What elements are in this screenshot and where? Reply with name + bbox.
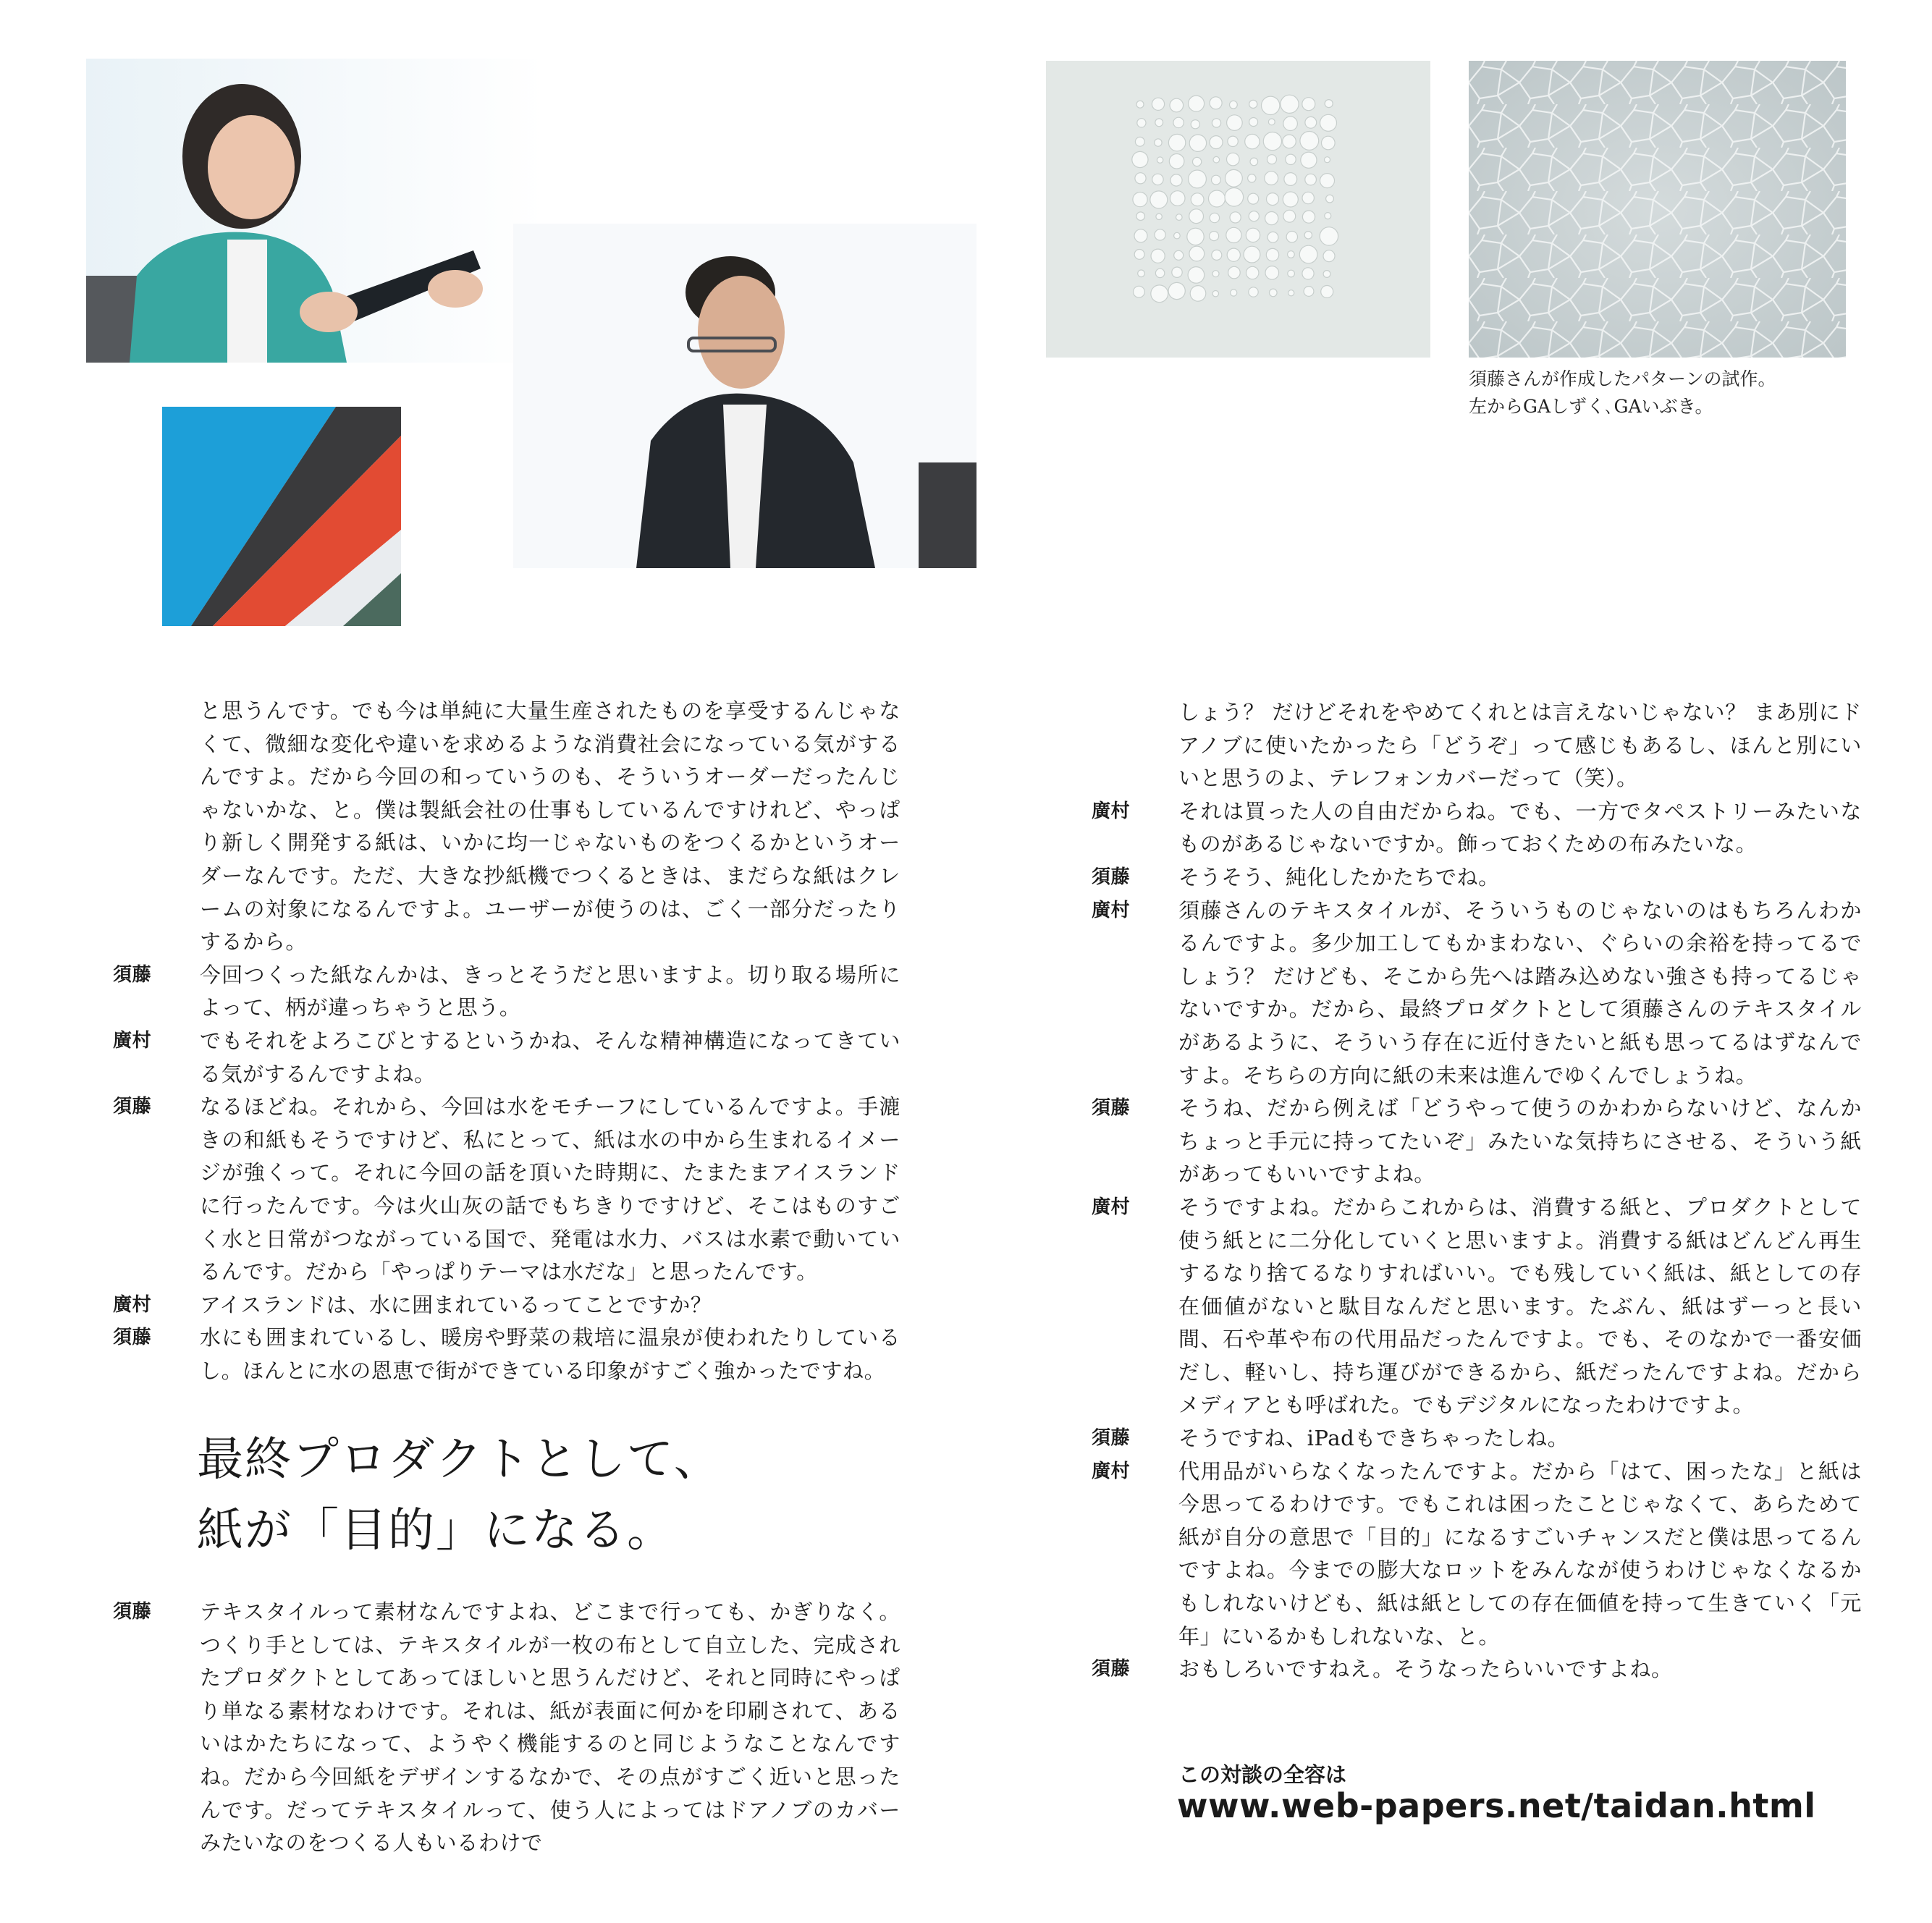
embossed-dot xyxy=(1320,174,1335,188)
dialogue-entry xyxy=(1092,1191,1862,1422)
embossed-dot xyxy=(1249,211,1259,221)
heading-line: 最終プロダクトとして、 xyxy=(197,1433,722,1487)
embossed-dot xyxy=(1138,270,1145,277)
embossed-dot xyxy=(1304,287,1314,297)
embossed-dot xyxy=(1302,192,1314,203)
embossed-dot xyxy=(1157,157,1163,163)
embossed-dot xyxy=(1226,169,1243,187)
dialogue-entry xyxy=(1092,1455,1862,1654)
embossed-dot xyxy=(1320,227,1338,245)
embossed-dot xyxy=(1286,232,1297,242)
embossed-dot xyxy=(1132,151,1148,167)
embossed-dot xyxy=(1250,158,1258,166)
embossed-dot xyxy=(1190,286,1206,302)
embossed-dot xyxy=(1263,132,1281,151)
section-heading xyxy=(197,1424,722,1566)
embossed-dot xyxy=(1304,232,1312,239)
embossed-dot xyxy=(1152,98,1164,110)
embossed-dot xyxy=(1267,193,1279,206)
embossed-dot xyxy=(1176,214,1183,221)
embossed-dot xyxy=(1135,173,1146,184)
dialogue-entry xyxy=(1092,1653,1862,1686)
dialogue-text: しょう？ だけどそれをやめてくれとは言えないじゃない？ まあ別にドアノブに使いたかったら「どうぞ」って感じもあるし、ほんと別にいいと思うのよ、テレフォンカバーだって（笑）。 xyxy=(1178,700,1862,791)
embossed-dot xyxy=(1283,135,1296,148)
embossed-dot xyxy=(1133,193,1147,207)
speaker-name: 須藤 xyxy=(1092,866,1131,888)
caption-line: 左からGAしずく､GAいぶき。 xyxy=(1469,396,1713,417)
embossed-dot xyxy=(1174,232,1181,239)
dialogue-text: それは買った人の自由だからね。でも、一方でタペストリーみたいなものがあるじゃないですか。飾っておくための布みたいな。 xyxy=(1178,798,1862,857)
dialogue-text: 今回つくった紙なんかは、きっとそうだと思いますよ。切り取る場所によって、柄が違っちゃうと思う。 xyxy=(200,962,900,1020)
embossed-dot xyxy=(1136,212,1145,221)
embossed-dot xyxy=(1168,282,1185,299)
embossed-dot xyxy=(1155,119,1163,127)
photo-caption xyxy=(1469,365,1776,420)
dialogue-entry xyxy=(1092,696,1862,795)
embossed-dot xyxy=(1212,119,1220,127)
dialogue-text: そうですね、iPadもできちゃったしね。 xyxy=(1178,1426,1569,1451)
dialogue-entry xyxy=(113,1289,900,1322)
embossed-dot xyxy=(1288,251,1295,258)
embossed-dot xyxy=(1325,157,1330,163)
ga-ibuki-pattern-photo xyxy=(1469,61,1846,358)
embossed-dot xyxy=(1301,152,1317,168)
embossed-dot xyxy=(1323,250,1335,262)
embossed-dot xyxy=(1170,191,1185,206)
embossed-dot xyxy=(1134,229,1147,242)
embossed-dot xyxy=(1230,101,1238,109)
embossed-dot xyxy=(1245,134,1260,148)
embossed-dot xyxy=(1227,115,1243,131)
embossed-dot xyxy=(1320,114,1337,131)
dialogue-entry xyxy=(113,1025,900,1091)
embossed-dot xyxy=(1169,154,1184,169)
embossed-dot xyxy=(1281,95,1299,113)
embossed-dot xyxy=(1286,154,1296,164)
dialogue-text: そうですよね。だからこれからは、消費する紙と、プロダクトとして使う紙とに二分化していくと思いますよ。消費する紙はどんどん再生するなり捨てるなりすればいい。でも残していく紙は、紙としての存在価値がないと駄目なんだと思います。たぶん、紙はずーっと長い間、石や革や布の代用品だったんですよ。でも、そのなかで一番安価だし、軽いし、持ち運びができるから、紙だったんですよね。だからメディアとも呼ばれた。でもデジタルになったわけですよ。 xyxy=(1178,1194,1862,1418)
embossed-dot xyxy=(1283,117,1298,131)
embossed-dot xyxy=(1136,101,1144,108)
embossed-dot xyxy=(1299,245,1317,263)
embossed-dot xyxy=(1228,136,1238,146)
embossed-dot xyxy=(1155,229,1165,240)
embossed-dot xyxy=(1209,190,1226,207)
embossed-dot xyxy=(1212,175,1221,185)
embossed-dot xyxy=(1283,210,1296,222)
embossed-dot xyxy=(1226,227,1241,242)
embossed-dot xyxy=(1265,266,1279,280)
embossed-dot xyxy=(1302,98,1315,111)
embossed-dot xyxy=(1225,188,1244,207)
embossed-dot xyxy=(1210,97,1222,109)
embossed-dot xyxy=(1305,174,1317,185)
embossed-dot xyxy=(1173,117,1184,127)
woman-portrait-photo xyxy=(86,59,544,363)
embossed-dot xyxy=(1212,250,1222,260)
embossed-dot xyxy=(1265,172,1278,185)
dialogue-text: と思うんです。でも今は単純に大量生産されたものを享受するんじゃなくて、微細な変化や違いを求めるような消費社会になっている気がするんですよ。だから今回の和っていうのも、そういうオーダーだったんじゃないかな、と。僕は製紙会社の仕事もしているんですけれど、やっぱり新しく開発する紙は、いかに均一じゃないものをつくるかというオーダーなんです。ただ、大きな抄紙機でつくるときは、まだらな紙はクレームの対象になるんですよ。ユーザーが使うのは、ごく一部分だったりするから。 xyxy=(200,698,900,955)
embossed-dot xyxy=(1267,155,1277,164)
cta-url-link[interactable]: www.web-papers.net/taidan.html xyxy=(1177,1786,1816,1825)
dialogue-entry xyxy=(1092,895,1862,1093)
embossed-dot xyxy=(1231,289,1237,296)
embossed-dot xyxy=(1170,98,1184,112)
embossed-dot xyxy=(1244,246,1260,263)
embossed-dot xyxy=(1151,249,1165,263)
embossed-dot xyxy=(1246,266,1259,279)
embossed-dot xyxy=(1151,285,1168,303)
speaker-name: 須藤 xyxy=(113,963,152,986)
dialogue-entry xyxy=(1092,795,1862,861)
embossed-dot xyxy=(1249,287,1258,297)
embossed-dot xyxy=(1288,290,1294,296)
embossed-dot xyxy=(1210,136,1223,149)
embossed-dot xyxy=(1189,209,1204,224)
speaker-name: 廣村 xyxy=(1092,1196,1131,1218)
dialogue-entry xyxy=(113,695,900,959)
dialogue-text: 水にも囲まれているし、暖房や野菜の栽培に温泉が使われたりしているし。ほんとに水の恩恵で街ができている印象がすごく強かったですね。 xyxy=(200,1325,900,1383)
ga-shizuku-pattern-photo xyxy=(1046,61,1430,358)
dialogue-entry xyxy=(1092,1092,1862,1191)
embossed-dot xyxy=(1321,286,1333,298)
embossed-dot xyxy=(1174,250,1184,260)
embossed-dot xyxy=(1155,139,1162,146)
embossed-dot xyxy=(1302,211,1315,223)
speaker-name: 廣村 xyxy=(1092,899,1131,921)
embossed-dot xyxy=(1210,213,1219,222)
embossed-dot xyxy=(1189,96,1205,111)
embossed-dot xyxy=(1283,192,1298,207)
embossed-dot xyxy=(1228,266,1241,279)
embossed-dot xyxy=(1152,174,1163,185)
embossed-dot xyxy=(1305,117,1317,128)
dialogue-text: テキスタイルって素材なんですよね、どこまで行っても、かぎりなく。つくり手としては、テキスタイルが一枚の布として自立した、完成されたプロダクトとしてあってほしいと思うんだけど、それと同時にやっぱり単なる素材なわけです。それは、紙が表面に何かを印刷されて、あるいはかたちになって、ようやく機能するのと同じようなことなんですね。だから今回紙をデザインするなかで、その点がすごく近いと思ったんです。だってテキスタイルって、使う人によってはドアノブのカバーみたいなのをつくる人もいるわけで xyxy=(200,1599,900,1856)
embossed-dot xyxy=(1267,232,1278,242)
dialogue-text: そうね、だから例えば「どうやって使うのかわからないけど、なんかちょっと手元に持ってたいぞ」みたいな気持ちにさせる、そういう紙があってもいいですよね。 xyxy=(1178,1096,1862,1187)
embossed-dot xyxy=(1212,271,1219,277)
man-portrait-photo xyxy=(513,224,976,568)
dialogue-text: アイスランドは、水に囲まれているってことですか？ xyxy=(200,1292,712,1317)
paper-samples-photo xyxy=(162,407,401,626)
embossed-dot xyxy=(1213,156,1220,163)
embossed-dot xyxy=(1189,170,1207,188)
right-column xyxy=(1092,696,1862,1686)
caption-line: 須藤さんが作成したパターンの試作。 xyxy=(1469,368,1776,389)
embossed-dot xyxy=(1210,232,1219,241)
speaker-name: 廣村 xyxy=(113,1293,152,1316)
dialogue-entry xyxy=(113,1322,900,1387)
speaker-name: 須藤 xyxy=(1092,1097,1131,1120)
embossed-dot xyxy=(1227,153,1240,166)
embossed-dot xyxy=(1302,268,1314,279)
embossed-dot xyxy=(1134,286,1145,297)
speaker-name: 廣村 xyxy=(113,1029,152,1052)
embossed-dot xyxy=(1288,270,1295,277)
dialogue-text: 代用品がいらなくなったんですよ。だから「はて、困ったな」と紙は今思ってるわけです。でもこれは困ったことじゃなくて、あらためて紙が自分の意思で「目的」になるすごいチャンスだと僕は思ってるんですよね。今までの膨大なロットをみんなが使うわけじゃなくなるかもしれないけども、紙は紙としての存在価値を持って生きていく「元年」にいるかもしれないな、と。 xyxy=(1178,1458,1862,1649)
embossed-dot xyxy=(1268,119,1275,125)
speaker-name: 廣村 xyxy=(1092,800,1131,822)
embossed-dot xyxy=(1326,195,1334,203)
embossed-dot xyxy=(1248,193,1259,204)
embossed-dot xyxy=(1266,248,1278,261)
embossed-dot xyxy=(1300,132,1319,151)
embossed-dot xyxy=(1325,100,1333,108)
embossed-dot xyxy=(1262,96,1280,114)
dialogue-entry xyxy=(113,1596,900,1860)
embossed-dot xyxy=(1155,269,1164,277)
embossed-dot xyxy=(1193,157,1202,166)
speaker-name: 須藤 xyxy=(1092,1658,1131,1681)
embossed-dot xyxy=(1187,228,1204,245)
embossed-dot xyxy=(1170,174,1182,186)
embossed-dot xyxy=(1284,173,1297,186)
dialogue-text: なるほどね。それから、今回は水をモチーフにしているんですよ。手漉きの和紙もそうですけど、私にとって、紙は水の中から生まれるイメージが強くって。それに今回の話を頂いた時期に、たまたまアイスランドに行ったんです。今は火山灰の話でもちきりですけど、そこはものすごく水と日常がつながっている国で、発電は水力、バスは水素で動いているんです。だから「やっぱりテーマは水だな」と思ったんです。 xyxy=(200,1094,900,1285)
embossed-dot xyxy=(1172,267,1182,277)
dialogue-entry xyxy=(1092,1422,1862,1455)
dialogue-text: 須藤さんのテキスタイルが、そういうものじゃないのはもちろんわかるんですよ。多少加工してもかまわない、ぐらいの余裕を持ってるでしょう？ だけども、そこから先へは踏み込めない強さも持ってるじゃないですか。だから、最終プロダクトとして須藤さんのテキスタイルがあるように、そういう存在に近付きたいと紙も思ってるはずなんですよ。そちらの方向に紙の未来は進んでゆくんでしょうね。 xyxy=(1178,897,1862,1088)
embossed-dot xyxy=(1188,267,1205,284)
embossed-dot xyxy=(1230,212,1241,223)
speaker-name: 須藤 xyxy=(113,1096,152,1118)
embossed-dot xyxy=(1265,212,1278,225)
embossed-dot xyxy=(1212,291,1218,297)
embossed-dot xyxy=(1248,174,1256,182)
heading-line: 紙が「目的」になる。 xyxy=(197,1504,675,1558)
dialogue-text: おもしろいですねえ。そうなったらいいですよね。 xyxy=(1178,1657,1673,1682)
embossed-dot xyxy=(1134,250,1144,260)
dialogue-entry xyxy=(1092,861,1862,895)
embossed-dot xyxy=(1191,120,1199,129)
embossed-dot xyxy=(1323,271,1330,278)
left-column xyxy=(113,695,900,1387)
embossed-dot xyxy=(1156,214,1162,219)
embossed-dot xyxy=(1227,248,1240,261)
embossed-dot xyxy=(1270,289,1278,297)
embossed-dot xyxy=(1249,100,1257,108)
dialogue-entry xyxy=(113,959,900,1025)
embossed-dot xyxy=(1246,228,1260,242)
dialogue-text: そうそう、純化したかたちでね。 xyxy=(1178,864,1500,889)
embossed-dot xyxy=(1249,118,1258,127)
embossed-dot xyxy=(1150,191,1168,208)
dialogue-text: でもそれをよろこびとするというかね、そんな精神構造になってきている気がするんですよね。 xyxy=(200,1028,900,1086)
speaker-name: 須藤 xyxy=(113,1601,152,1623)
embossed-dot xyxy=(1189,135,1206,151)
cta-label: この対談の全容は xyxy=(1178,1762,1347,1787)
dialogue-entry xyxy=(113,1091,900,1289)
embossed-dot xyxy=(1135,137,1144,146)
embossed-dot xyxy=(1137,119,1146,127)
embossed-dot xyxy=(1325,213,1331,219)
speaker-name: 須藤 xyxy=(113,1327,152,1349)
speaker-name: 廣村 xyxy=(1092,1460,1131,1482)
embossed-dot xyxy=(1168,134,1185,151)
embossed-dot xyxy=(1322,136,1336,150)
embossed-dot xyxy=(1189,246,1205,261)
speaker-name: 須藤 xyxy=(1092,1427,1131,1450)
embossed-dot xyxy=(1191,193,1204,206)
left-column-lower xyxy=(113,1596,900,1860)
